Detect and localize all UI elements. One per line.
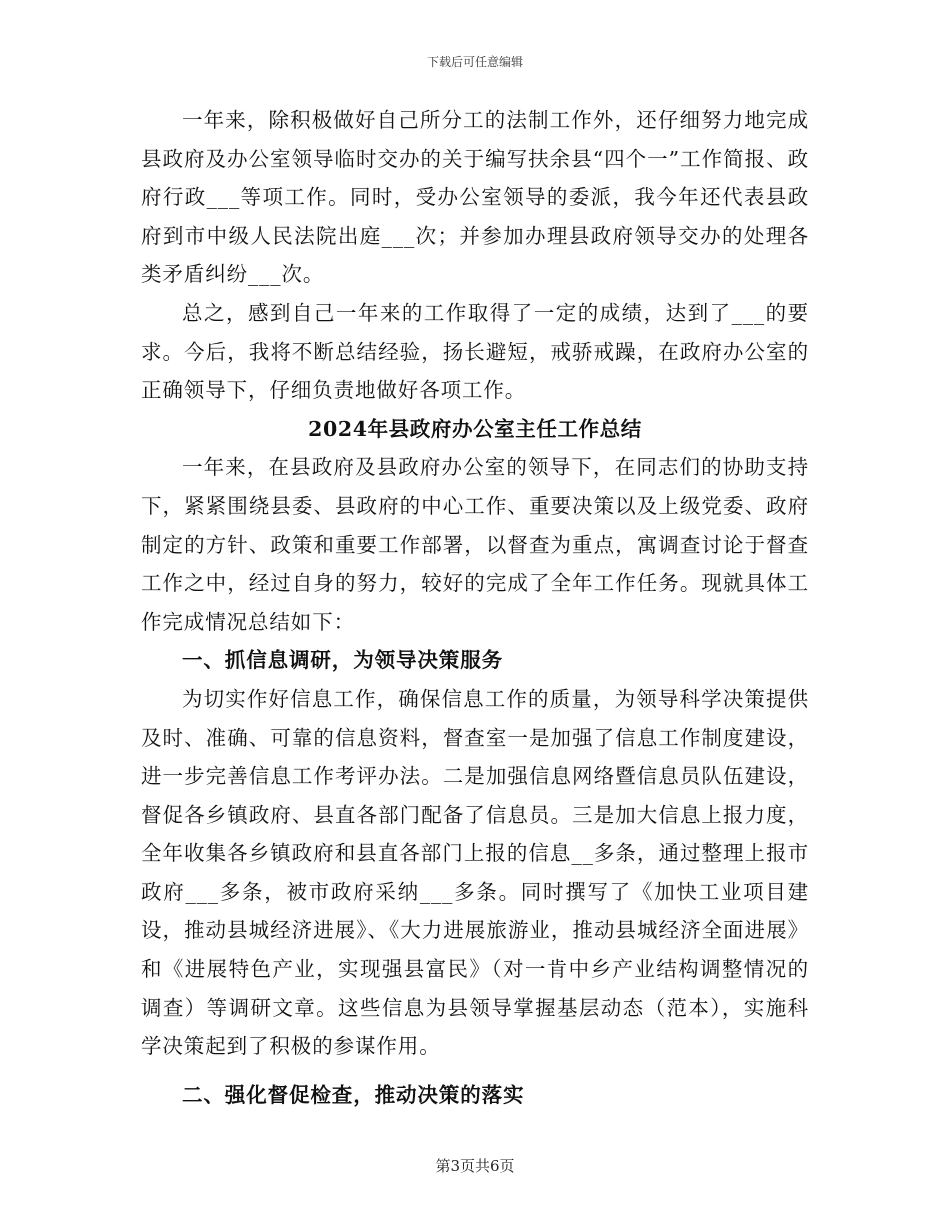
paragraph-conclusion: 总之，感到自己一年来的工作取得了一定的成绩，达到了___的要求。今后，我将不断总结经验，扬长避短，戒骄戒躁，在政府办公室的正确领导下，仔细负责地做好各项工作。 — [141, 300, 809, 403]
paragraph-introduction: 一年来，在县政府及县政府办公室的领导下，在同志们的协助支持下，紧紧围绕县委、县政府的中心工作、重要决策以及上级党委、政府制定的方针、政策和重要工作部署，以督查为重点，寓调查讨论于督查工作之中，经过自身的努力，较好的完成了全年工作任务。现就具体工作完成情况总结如下： — [141, 455, 809, 634]
section-heading-2: 二、强化督促检查，推动决策的落实 — [182, 1082, 525, 1107]
page-number: 第3页共6页 — [435, 1157, 515, 1175]
paragraph-information-research: 为切实作好信息工作，确保信息工作的质量，为领导科学决策提供及时、准确、可靠的信息资料，督查室一是加强了信息工作制度建设，进一步完善信息工作考评办法。二是加强信息网络暨信息员队伍建设，督促各乡镇政府、县直各部门配备了信息员。三是加大信息上报力度，全年收集各乡镇政府和县直各部门上报的信息__多条，通过整理上报市政府___多条，被市政府采纳___多条。同时撰写了《加快工业项目建设，推动县城经济进展》、《大力进展旅游业，推动县城经济全面进展》和《进展特色产业，实现强县富民》（对一肯中乡产业结构调整情况的调查）等调研文章。这些信息为县领导掌握基层动态（范本），实施科学决策起到了积极的参谋作用。 — [141, 686, 809, 1059]
section-heading-1: 一、抓信息调研，为领导决策服务 — [182, 648, 503, 673]
document-body — [141, 101, 809, 1114]
paragraph-legal-work: 一年来，除积极做好自己所分工的法制工作外，还仔细努力地完成县政府及办公室领导临时交办的关于编写扶余县“四个一”工作简报、政府行政___等项工作。同时，受办公室领导的委派，我今年还代表县政府到市中级人民法院出庭___次；并参加办理县政府领导交办的处理各类矛盾纠纷___次。 — [141, 108, 809, 287]
page-header: 下载后可任意编辑 — [426, 55, 523, 69]
document-title: 2024年县政府办公室主任工作总结 — [308, 416, 642, 441]
